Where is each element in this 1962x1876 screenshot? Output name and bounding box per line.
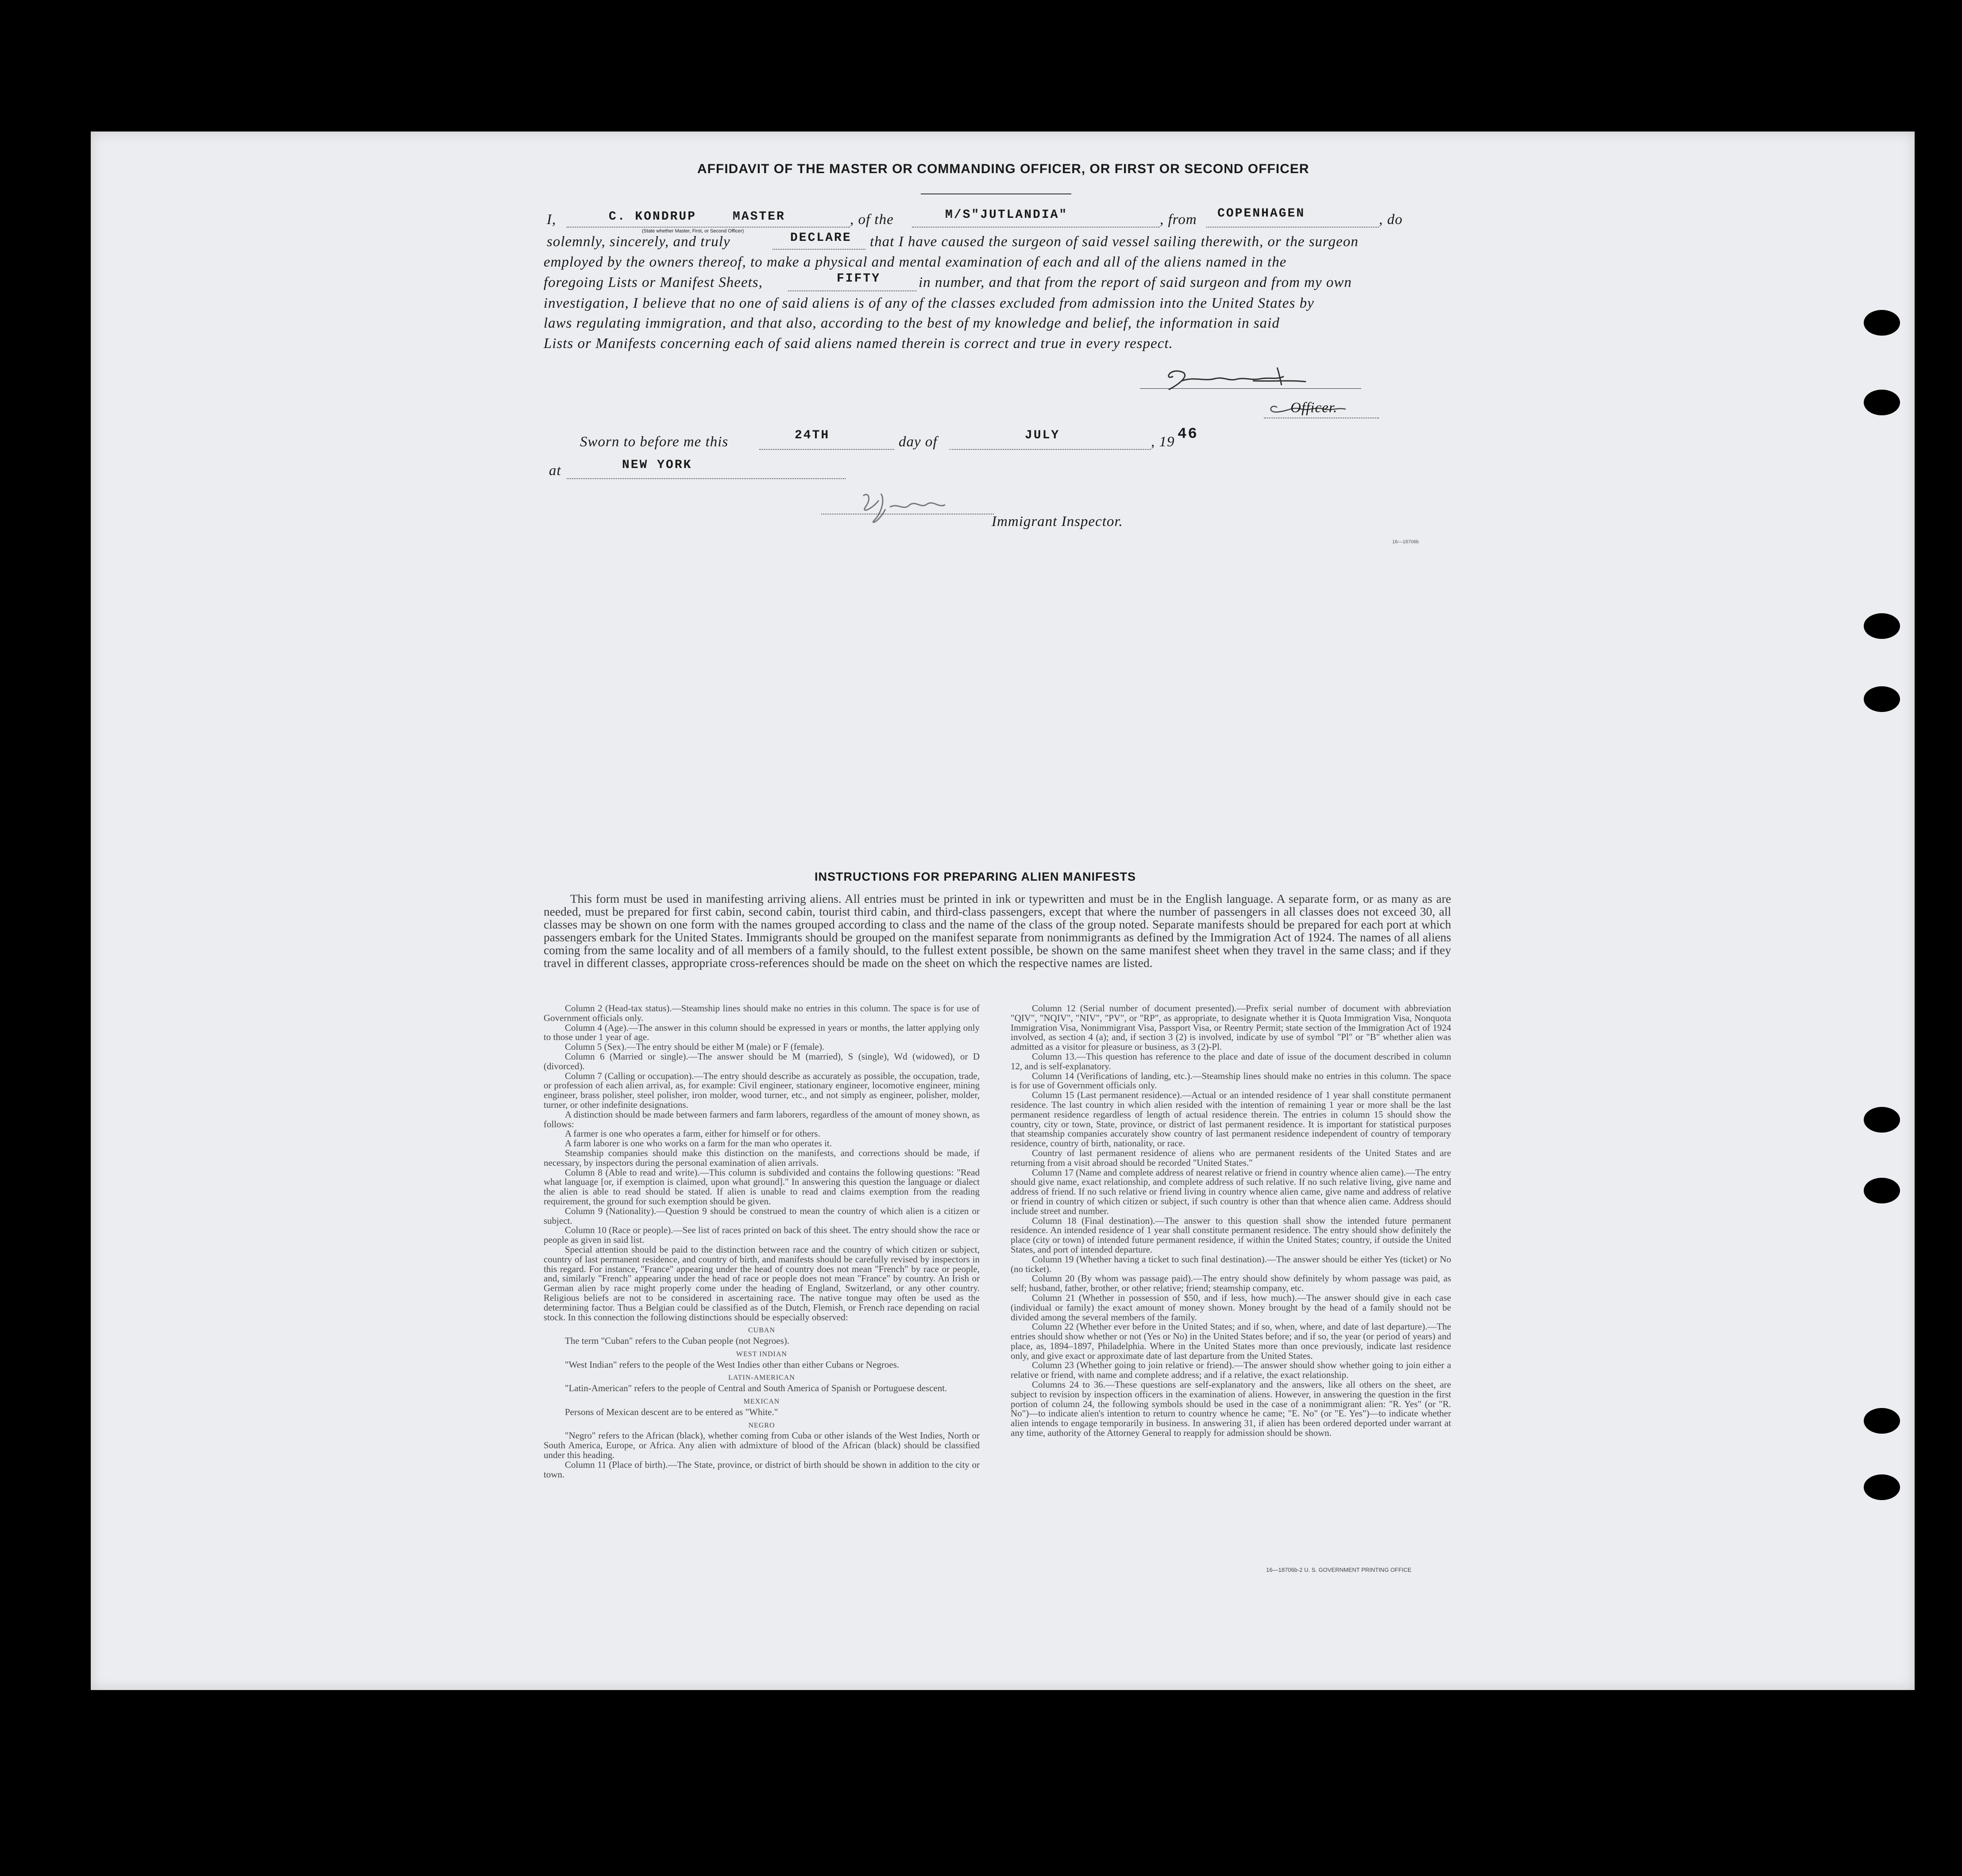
punch-hole [1864, 1107, 1900, 1133]
race-note: Special attention should be paid to the distinction between race and the country of which citizen or subject, country of last permanent residence, and country of birth, and manifests should be carefully revised by inspectors in this regard. For instance, "France" appearing under the head of country does not mean "French" by race or people, and, similarly "French" appearing under the head of race or people does not mean "France" by country. An Irish or German alien by race might properly come under the heading of England, Switzerland, or any other country. Religious beliefs are not to be considered in ascertaining race. The native tongue may often be used as the determining factor. Thus a Belgian could be classified as of the Dutch, Flemish, or French race depending on racial stock. In this connection the following distinctions should be especially observed: [544, 1244, 980, 1323]
intro-paragraph: This form must be used in manifesting arriving aliens. All entries must be printed in ink or typewritten and must be in the English language. A separate form, or as many as are needed, must be prepared for first cabin, second cabin, tourist third cabin, and third-class passengers, except that where the number of passengers in all classes does not exceed 30, all classes may be shown on one form with the names grouped according to class and the name of the class of the group noted. Separate manifests should be prepared for each port at which passengers embark for the United States. Immigrants should be grouped on the manifest separate from nonimmigrants as defined by the Immigration Act of 1924. The names of all aliens coming from the same locality and of all members of a family should, to the fullest extent possible, be shown on the same manifest sheet when they travel in the same class; and if they travel in different classes, appropriate cross-references should be made on the sheet on which the respective names are listed. [544, 892, 1451, 970]
cuban-heading: CUBAN [748, 1327, 775, 1334]
sworn-day-field [759, 449, 894, 450]
punch-hole [1864, 390, 1900, 415]
year-suffix: 46 [1178, 426, 1198, 443]
farmer-def: A farmer is one who operates a farm, either for himself or for others. [565, 1128, 820, 1139]
latin-american-text: "Latin-American" refers to the people of Central and South America of Spanish or Portuguese descent. [565, 1383, 947, 1394]
year-prefix: , 19 [1151, 434, 1175, 450]
punch-hole [1864, 310, 1900, 336]
col-19: Column 19 (Whether having a ticket to such final destination).—The answer should be either Yes (ticket) or No (no ticket). [1011, 1253, 1451, 1274]
instructions-intro [544, 892, 1451, 969]
cuban-text: The term "Cuban" refers to the Cuban people (not Negroes). [565, 1335, 789, 1346]
affidavit-from: , from [1160, 212, 1197, 228]
us-residence-note: Country of last permanent residence of aliens who are permanent residents of the United States and are returning from a visit abroad should be recorded "United States." [1011, 1147, 1451, 1168]
title-rule [921, 193, 1071, 194]
col-14: Column 14 (Verifications of landing, etc.).—Steamship lines should make no entries in this column. The space is for use of Government officials only. [1011, 1070, 1451, 1091]
mexican-text: Persons of Mexican descent are to be entered as "White." [565, 1406, 778, 1417]
rank-note: (State whether Master, First, or Second Officer) [642, 228, 744, 234]
inspector-signature [854, 483, 1000, 531]
col-4: Column 4 (Age).—The answer in this column should be expressed in years or months, the latter applying only to those under 1 year of age. [544, 1022, 980, 1043]
day-of-label: day of [899, 434, 938, 450]
col-2: Column 2 (Head-tax status).—Steamship lines should make no entries in this column. The space is for use of Government officials only. [544, 1003, 980, 1023]
col-21: Column 21 (Whether in possession of $50, and if less, how much).—The answer should give in each case (individual or family) the exact amount of money shown. Money brought by the head of a family should not be divided among the several members of the family. [1011, 1292, 1451, 1323]
punch-hole [1864, 686, 1900, 712]
sworn-label: Sworn to before me this [580, 434, 729, 450]
negro-text: "Negro" refers to the African (black), whether coming from Cuba or other islands of the West Indies, North or South America, Europe, or Africa. Any alien with admixture of blood of the African (black) should be classified under this heading. [544, 1430, 980, 1461]
col-24-36: Columns 24 to 36.—These questions are self-explanatory and the answers, like all others on the sheet, are subject to revision by inspection officers in the examination of aliens. However, in answering the question in the first portion of column 24, the following symbols should be used in the case of a nonimmigrant alien: "R. Yes" (or "R. No")—to indicate alien's intention to return to country whence he came; "E. No" (or "E. Yes")—to indicate whether alien intends to engage temporarily in business. In answering 31, if alien has been ordered deported under warrant at any time, authority of the Attorney General to reapply for admission should be shown. [1011, 1379, 1451, 1439]
affidavit-line2b: that I have caused the surgeon of said vessel sailing therewith, or the surgeon [870, 234, 1359, 250]
sworn-day: 24TH [795, 429, 830, 442]
officer-label: Officer. [1290, 400, 1338, 416]
punch-hole [1864, 1474, 1900, 1500]
instructions-left-column [544, 1004, 980, 1479]
affidavit-line3: employed by the owners thereof, to make a physical and mental examination of each and all of the aliens named in the [544, 254, 1287, 270]
printing-office-footer: 16—18706b-2 U. S. GOVERNMENT PRINTING OFFICE [1266, 1567, 1412, 1573]
port-field [1206, 227, 1379, 228]
punch-hole [1864, 1408, 1900, 1434]
col-13: Column 13.—This question has reference to the place and date of issue of the document described in column 12, and is self-explanatory. [1011, 1051, 1451, 1071]
col-10: Column 10 (Race or people).—See list of races printed on back of this sheet. The entry should show the race or people as given in said list. [544, 1225, 980, 1246]
declare-field [772, 249, 865, 250]
affidavit-title: AFFIDAVIT OF THE MASTER OR COMMANDING OFFICER, OR FIRST OR SECOND OFFICER [697, 162, 1309, 176]
col-11: Column 11 (Place of birth).—The State, province, or district of birth should be shown in addition to the city or town. [544, 1459, 980, 1480]
sworn-month: JULY [1025, 429, 1060, 442]
master-name: C. KONDRUP [609, 210, 697, 224]
master-signature [1138, 354, 1386, 425]
col-6: Column 6 (Married or single).—The answer should be M (married), S (single), Wd (widowed), or D (divorced). [544, 1051, 980, 1071]
vessel-field [912, 227, 1160, 228]
place: NEW YORK [622, 458, 692, 472]
col-8: Column 8 (Able to read and write).—This column is subdivided and contains the following questions: "Read what language [or, if exemption is claimed, upon what ground]." In answering this question the language or dialect the alien is able to read should be stated. If alien is unable to read and claims exemption from the reading requirement, the ground for such exemption should be given. [544, 1167, 980, 1207]
instructions-right-column [1011, 1004, 1451, 1438]
col-15: Column 15 (Last permanent residence).—Actual or an intended residence of 1 year shall constitute permanent residence. The last country in which alien resided with the intention of remaining 1 year or more shall be the last permanent residence regardless of length of actual residence therein. The entries in column 15 should show the country, city or town, State, province, or district of last permanent residence. It is important for statistical purposes that steamship companies accurately show country of last permanent residence independent of country of temporary residence, country of birth, nationality, or race. [1011, 1090, 1451, 1149]
punch-hole [1864, 1178, 1900, 1203]
at-label: at [549, 463, 561, 479]
affidavit-line6: laws regulating immigration, and that also, according to the best of my knowledge and belief, the information in said [544, 315, 1280, 331]
col-5: Column 5 (Sex).—The entry should be either M (male) or F (female). [565, 1041, 825, 1052]
affidavit-line4b: in number, and that from the report of said surgeon and from my own [919, 275, 1352, 290]
col-22: Column 22 (Whether ever before in the United States; and if so, when, where, and date of last departure).—The entries should show whether or not (Yes or No) in the United States before; and if so, the year (or period of years) and place, as, 1894–1897, Philadelphia. Where in the United States more than once previously, indicate last residence only, and give exact or approximate date of last departure from the United States. [1011, 1321, 1451, 1361]
affidavit-line1-i: I, [547, 212, 556, 228]
affidavit-line5: investigation, I believe that no one of said aliens is of any of the classes excluded from admission into the United States by [544, 295, 1314, 311]
west-indian-text: "West Indian" refers to the people of the West Indies other than either Cubans or Negroes. [565, 1359, 900, 1370]
col-9: Column 9 (Nationality).—Question 9 should be construed to mean the country of which alien is a citizen or subject. [544, 1205, 980, 1226]
sheets-field [788, 290, 916, 291]
master-signature-line [1140, 388, 1361, 389]
steamship-distinction: Steamship companies should make this distinction on the manifests, and corrections should be made, if necessary, by inspectors during the personal examination of alien arrivals. [544, 1147, 980, 1168]
instructions-title: INSTRUCTIONS FOR PREPARING ALIEN MANIFESTS [815, 870, 1136, 883]
col-12: Column 12 (Serial number of document presented).—Prefix serial number of document with abbreviation "QIV", "NQIV", "NIV", "PV", or "RP", as appropriate, to designate whether it is Quota Immigration Visa, Nonquota Immigration Visa, Nonimmigrant Visa, Passport Visa, or Reentry Permit; state section of the Immigration Act of 1924 involved, as section 4 (a); and, if section 3 (2) is involved, indicate by use of symbol "Pl" or "B" whether alien was admitted as a visitor for pleasure or business, as 3 (2)-Pl. [1011, 1003, 1451, 1052]
affidavit-do: , do [1379, 212, 1403, 228]
col-18: Column 18 (Final destination).—The answer to this question shall show the intended future permanent residence. An intended residence of 1 year shall constitute permanent residence. The entry should show definitely the place (city or town) of intended future permanent residence, if within the United States; country, if outside the United States, and port of intended departure. [1011, 1215, 1451, 1255]
farmer-distinction: A distinction should be made between farmers and farm laborers, regardless of the amount of money shown, as follows: [544, 1109, 980, 1129]
form-number: 16—18706b [1392, 539, 1419, 545]
master-rank: MASTER [733, 210, 785, 224]
col-17: Column 17 (Name and complete address of nearest relative or friend in country whence alien came).—The entry should give name, exact relationship, and complete address of such relative. If no such relative living, give name and address of friend. If no such relative or friend living in country whence alien came, give name and address of relative or friend in country of which citizen or subject, if such country is other than that whence alien came. Address should include street and number. [1011, 1167, 1451, 1216]
master-name-field [567, 227, 850, 228]
col-23: Column 23 (Whether going to join relative or friend).—The answer should show whether going to join either a relative or friend, with name and complete address; and if a relative, the exact relationship. [1011, 1360, 1451, 1381]
negro-heading: NEGRO [748, 1421, 775, 1429]
latin-american-heading: LATIN-AMERICAN [728, 1374, 795, 1382]
col-20: Column 20 (By whom was passage paid).—The entry should show definitely by whom passage was paid, as self; husband, father, brother, or other relative; friend; steamship company, etc. [1011, 1273, 1451, 1294]
inspector-label: Immigrant Inspector. [992, 514, 1123, 530]
declare: DECLARE [790, 231, 852, 245]
sworn-month-field [950, 449, 1151, 450]
affidavit-line2a: solemnly, sincerely, and truly [547, 234, 730, 250]
punch-hole [1864, 613, 1900, 639]
affidavit-line7: Lists or Manifests concerning each of said aliens named therein is correct and true in every respect. [544, 336, 1173, 352]
place-field [567, 478, 846, 479]
west-indian-heading: WEST INDIAN [736, 1350, 788, 1358]
affidavit-line4a: foregoing Lists or Manifest Sheets, [544, 275, 763, 290]
sheets-count: FIFTY [837, 272, 881, 286]
vessel-name: M/S"JUTLANDIA" [945, 208, 1068, 222]
mexican-heading: MEXICAN [743, 1398, 780, 1406]
port-from: COPENHAGEN [1217, 207, 1305, 220]
farm-laborer-def: A farm laborer is one who works on a farm for the man who operates it. [565, 1138, 832, 1149]
col-7: Column 7 (Calling or occupation).—The entry should describe as accurately as possible, the occupation, trade, or profession of each alien arrival, as, for example: Civil engineer, stationary engineer, locomotive engineer, mining engineer, brass polisher, steel polisher, iron molder, wood turner, etc., and not simply as engineer, polisher, molder, turner, or other indefinite designations. [544, 1070, 980, 1110]
affidavit-of-the: , of the [850, 212, 894, 228]
